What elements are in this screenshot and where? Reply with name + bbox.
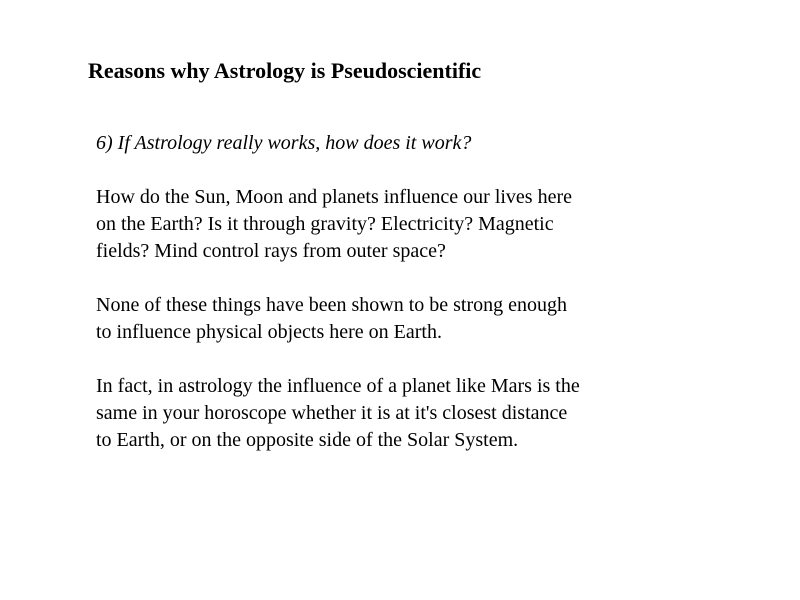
slide-content — [96, 130, 776, 481]
question-heading: 6) If Astrology really works, how does it work? — [96, 132, 472, 154]
slide-title: Reasons why Astrology is Pseudoscientific — [88, 58, 482, 83]
paragraph-mars — [96, 373, 776, 454]
paragraph-line: to influence physical objects here on Earth. — [96, 321, 442, 343]
paragraph-line: fields? Mind control rays from outer space? — [96, 240, 446, 262]
paragraph-strength — [96, 292, 776, 346]
paragraph-line: How do the Sun, Moon and planets influence our lives here — [96, 186, 573, 208]
paragraph-line: same in your horoscope whether it is at it's closest distance — [96, 402, 568, 424]
paragraph-forces — [96, 184, 776, 265]
paragraph-line: None of these things have been shown to be strong enough — [96, 294, 568, 316]
paragraph-line: on the Earth? Is it through gravity? Electricity? Magnetic — [96, 213, 554, 235]
paragraph-line: In fact, in astrology the influence of a planet like Mars is the — [96, 375, 580, 397]
paragraph-line: to Earth, or on the opposite side of the Solar System. — [96, 429, 519, 451]
